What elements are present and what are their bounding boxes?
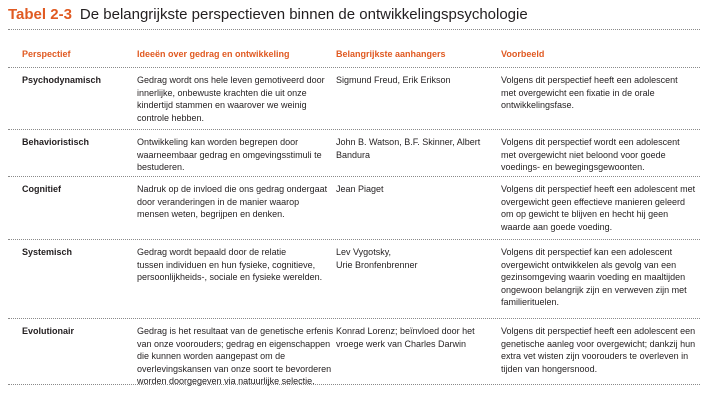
- cell-aanhangers: [336, 136, 486, 161]
- cell-line: worden doorgegeven via natuurlijke selectie.: [137, 376, 315, 386]
- cell-line: controle hebben.: [137, 112, 205, 123]
- cell-line: gezinsomgeving waarin voeding en maaltijden: [501, 272, 686, 282]
- cell-line: met overgewicht een fixatie in de orale: [501, 87, 655, 98]
- table-row: [8, 130, 700, 177]
- table-caption: De belangrijkste perspectieven binnen de ontwikkelingspsychologie: [79, 6, 528, 23]
- cell-line: overgewicht ontwikkelen als gevolg van een: [501, 259, 677, 270]
- cell-voorbeeld: [501, 325, 703, 375]
- table-row: [8, 68, 700, 130]
- cell-line: met overgewicht niet beloond voor goede: [501, 149, 666, 160]
- cell-perspectief: Systemisch: [22, 247, 73, 257]
- cell-line: ontwikkelingsfase.: [501, 100, 575, 110]
- cell-voorbeeld: [501, 136, 703, 174]
- cell-line: Bandura: [336, 149, 371, 160]
- cell-line: Volgens dit perspectief wordt een adolescent: [501, 137, 680, 147]
- table-title: [8, 6, 528, 24]
- cell-line: Nadruk op de invloed die ons gedrag ondergaat: [137, 184, 328, 194]
- cell-perspectief: Evolutionair: [22, 326, 75, 336]
- cell-perspectief: Behavioristisch: [22, 137, 90, 147]
- cell-line: Gedrag is het resultaat van de genetische erfenis: [137, 326, 334, 336]
- cell-line: John B. Watson, B.F. Skinner, Albert: [336, 137, 481, 147]
- cell-perspectief: Cognitief: [22, 184, 61, 194]
- cell-ideeen: [137, 74, 327, 124]
- cell-line: persoonlijkheids-, sociale en fysieke werelden.: [137, 272, 323, 282]
- cell-line: Volgens dit perspectief heeft een adolescent een: [501, 326, 696, 336]
- cell-voorbeeld: [501, 74, 703, 112]
- cell-line: Jean Piaget: [336, 184, 384, 194]
- cell-line: genetische aanleg voor overgewicht; dankzij hun: [501, 338, 696, 349]
- cell-line: Gedrag wordt bepaald door de relatie: [137, 247, 287, 257]
- cell-ideeen: [137, 136, 327, 174]
- table-row: [8, 240, 700, 319]
- cell-perspectief: Psychodynamisch: [22, 75, 102, 85]
- table-row: [8, 319, 700, 385]
- cell-aanhangers: [336, 74, 486, 87]
- cell-line: overlevingskansen van onze soort te bevorderen: [137, 363, 332, 374]
- cell-line: Volgens dit perspectief kan een adolescent: [501, 247, 673, 257]
- cell-line: Gedrag wordt ons hele leven gemotiveerd door: [137, 75, 325, 85]
- cell-line: mensen weten, begrijpen en denken.: [137, 209, 285, 219]
- cell-aanhangers: [336, 325, 486, 350]
- cell-line: voedings- en bewegingsgewoonten.: [501, 162, 645, 172]
- cell-line: Urie Bronfenbrenner: [336, 259, 418, 270]
- cell-line: van onze voorouders; gedrag en eigenschappen: [137, 338, 331, 349]
- cell-line: innerlijke, onbewuste krachten die uit onze: [137, 87, 307, 98]
- cell-line: bestuderen.: [137, 162, 185, 172]
- cell-line: waarde aan goede voeding.: [501, 221, 613, 232]
- cell-aanhangers: [336, 246, 486, 271]
- cell-line: Konrad Lorenz; beïnvloed door het: [336, 326, 475, 336]
- cell-line: Sigmund Freud, Erik Erikson: [336, 75, 451, 85]
- cell-ideeen: [137, 183, 327, 221]
- cell-line: familierituelen.: [501, 297, 560, 307]
- cell-line: kindertijd stammen en waarover we weinig: [137, 100, 307, 110]
- cell-aanhangers: [336, 183, 486, 196]
- cell-line: Volgens dit perspectief heeft een adolescent met: [501, 184, 696, 194]
- cell-line: Volgens dit perspectief heeft een adolescent: [501, 75, 678, 85]
- table-number: Tabel 2-3: [8, 6, 72, 23]
- column-header-ideeen: Ideeën over gedrag en ontwikkeling: [137, 49, 290, 59]
- cell-voorbeeld: [501, 183, 703, 233]
- column-header-perspectief: Perspectief: [22, 49, 71, 59]
- cell-line: om op gewicht te blijven en hecht hij geen: [501, 209, 669, 219]
- column-header-aanhangers: Belangrijkste aanhangers: [336, 49, 446, 59]
- perspectives-table: [8, 30, 700, 385]
- cell-line: tijden van hongersnood.: [501, 363, 598, 374]
- cell-line: Ontwikkeling kan worden begrepen door: [137, 137, 299, 147]
- cell-line: vroege werk van Charles Darwin: [336, 338, 467, 349]
- cell-line: extra vet wisten zijn voorouders te overleven in: [501, 351, 689, 361]
- cell-line: overgewicht geen effectieve manieren geleerd: [501, 196, 685, 207]
- table-row: [8, 177, 700, 240]
- cell-line: Lev Vygotsky,: [336, 247, 392, 257]
- cell-line: door veranderingen in de manier waarop: [137, 196, 300, 207]
- cell-line: die kunnen worden aangepast om de: [137, 351, 286, 361]
- cell-ideeen: [137, 325, 334, 388]
- cell-line: tussen individuen en hun fysieke, cognitieve,: [137, 259, 316, 270]
- table-header-row: [8, 30, 700, 68]
- column-header-voorbeeld: Voorbeeld: [501, 49, 545, 59]
- cell-voorbeeld: [501, 246, 703, 309]
- cell-line: waarneembaar gedrag en omgevingsstimuli te: [137, 149, 322, 160]
- cell-line: ongewoon belangrijk zijn en verweven zijn met: [501, 284, 687, 295]
- cell-ideeen: [137, 246, 327, 284]
